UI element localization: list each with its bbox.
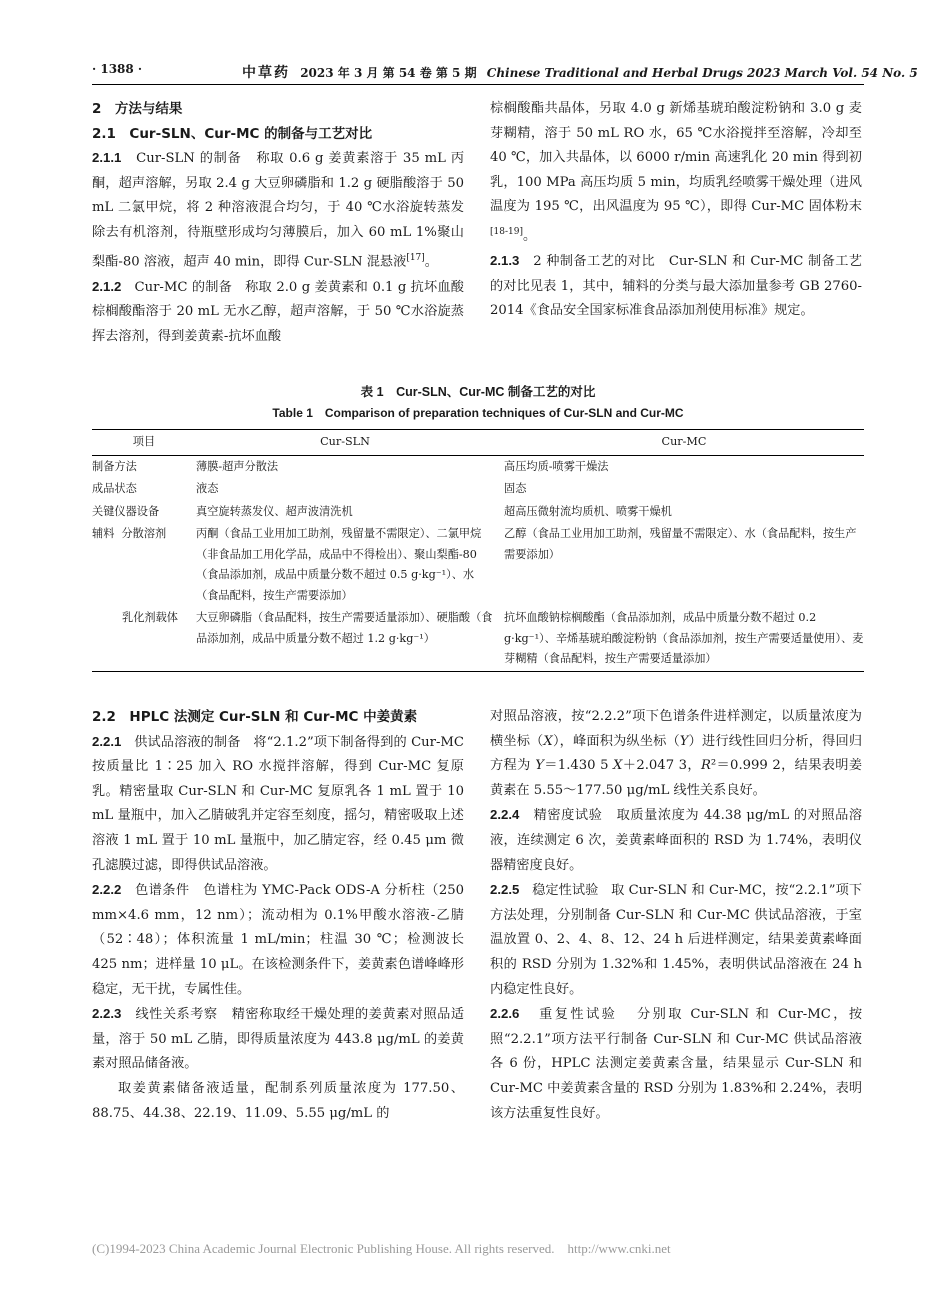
paragraph-2-1-2: 2.1.2 Cur-MC 的制备 称取 2.0 g 姜黄素和 0.1 g 抗坏血酸棕榈酸酯溶于 20 mL 无水乙醇，超声溶解，于 50 ℃水浴旋蒸挥去溶剂，得到姜黄素-抗坏血酸: [92, 278, 464, 344]
paragraph-2-2-2: 2.2.2 色谱条件 色谱柱为 YMC-Pack ODS-A 分析柱（250 mm×4.6 mm，12 nm）；流动相为 0.1%甲酸水溶液-乙腈（52∶48）；体积流量 1 mL/min；柱温 30 ℃；检测波长 425 nm；进样量 10 μL。在该检测条件下，姜黄素色谱峰峰形稳定，无干扰，专属性佳。: [92, 882, 465, 997]
paragraph-2-2-5: 2.2.5 稳定性试验 取 Cur-SLN 和 Cur-MC，按“2.2.1”项下方法处理，分别制备 Cur-SLN 和 Cur-MC 供试品溶液，于室温放置 0、2、4、8、12、24 h 后进样测定，结果姜黄素峰面积的 RSD 分别为 1.32%和 1.45%，表明供试品溶液在 24 h 内稳定性良好。: [490, 882, 863, 997]
table-row: [92, 523, 864, 607]
section-heading-2: 2 方法与结果: [92, 101, 183, 117]
cnki-url[interactable]: http://www.cnki.net: [567, 1241, 671, 1256]
header-rule: [92, 84, 864, 85]
table-cell: 制备方法: [92, 459, 137, 473]
citation: [18-19]: [490, 226, 523, 237]
right-column-top: [490, 97, 862, 324]
running-header: [92, 60, 918, 82]
table-caption-cn: 表 1 Cur-SLN、Cur-MC 制备工艺的对比: [360, 385, 596, 399]
left-column-top: [92, 97, 464, 349]
table-header: 项目: [92, 430, 196, 456]
table-cell: 辅料 分散溶剂: [92, 527, 167, 540]
paragraph-2-2-6: 2.2.6 重复性试验 分别取 Cur-SLN 和 Cur-MC，按照“2.2.1”项方法平行制备 Cur-SLN 和 Cur-MC 供试品溶液各 6 份，HPLC 法测定姜黄素含量，结果显示 Cur-SLN 和 Cur-MC 中姜黄素含量的 RSD 分别为 1.83%和 2.24%，表明该方法重复性良好。: [490, 1006, 863, 1121]
issue-date-cn: 2023 年 3 月 第 54 卷 第 5 期: [300, 66, 477, 80]
table-row: [92, 455, 864, 478]
paragraph-2-2-3: 2.2.3 线性关系考察 精密称取经干燥处理的姜黄素对照品适量，溶于 50 mL 乙腈，即得质量浓度为 443.8 μg/mL 的姜黄素对照品储备液。: [92, 1006, 465, 1072]
section-heading-2-2: 2.2 HPLC 法测定 Cur-SLN 和 Cur-MC 中姜黄素: [92, 709, 418, 725]
paragraph-2-2-1: 2.2.1 供试品溶液的制备 将“2.1.2”项下制备得到的 Cur-MC 按质量比 1∶25 加入 RO 水搅拌溶解，得到 Cur-MC 复原乳。精密量取 Cur-SLN 和 Cur-MC 复原乳各 1 mL 置于 10 mL 量瓶中，加入乙腈破乳并定容至刻度，摇匀，精密吸取上述溶液 1 mL 置于 10 mL 量瓶中，加乙腈定容，经 0.45 μm 微孔滤膜过滤，即得供试品溶液。: [92, 733, 465, 873]
paragraph-2-2-3-b: 取姜黄素储备液适量，配制系列质量浓度为 177.50、88.75、44.38、22.19、11.09、5.55 μg/mL 的: [92, 1080, 464, 1121]
paragraph-2-1-1: 2.1.1 Cur-SLN 的制备 称取 0.6 g 姜黄素溶于 35 mL 丙酮，超声溶解，另取 2.4 g 大豆卵磷脂和 1.2 g 硬脂酸溶于 50 mL 二氯甲烷，将 2 种溶液混合均匀，于 40 ℃水浴旋转蒸发除去有机溶剂，待瓶壁形成均匀薄膜后，加入 60 mL 1%聚山梨酯-80 溶液，超声 40 min，即得 Cur-SLN 混悬液[17]。: [92, 150, 465, 269]
table-header-row: [92, 430, 864, 456]
paragraph-2-1-2-cont: 棕榈酸酯共晶体，另取 4.0 g 新烯基琥珀酸淀粉钠和 3.0 g 麦芽糊精，溶于 50 mL RO 水，65 ℃水浴搅拌至溶解，冷却至 40 ℃，加入共晶体，以 6000 r/min 高速乳化 20 min 得到初乳，100 MPa 高压均质 5 min，均质乳经喷雾干燥处理（进风温度为 195 ℃，出风温度为 95 ℃），即得 Cur-MC 固体粉末[18-19]。: [490, 101, 862, 244]
journal-name-en: Chinese Traditional and Herbal Drugs 2023 March Vol. 54 No. 5: [486, 66, 918, 80]
table-row: [92, 501, 864, 524]
right-column-bottom: [490, 705, 862, 1126]
table-caption-en: Table 1 Comparison of preparation techniques of Cur-SLN and Cur-MC: [272, 406, 684, 420]
table-cell: 关键仪器设备: [92, 504, 160, 518]
table-cell: 乙醇（食品工业用加工助剂，残留量不需限定）、水（食品配料，按生产需要添加）: [504, 527, 857, 561]
table-row: [92, 478, 864, 501]
left-column-bottom: [92, 705, 464, 1126]
table-cell: 高压均质-喷雾干燥法: [504, 459, 609, 473]
table-cell: 薄膜-超声分散法: [196, 459, 279, 473]
journal-info: [242, 62, 918, 82]
citation: [17]: [406, 252, 425, 263]
table-cell: 抗坏血酸钠棕榈酸酯（食品添加剂，成品中质量分数不超过 0.2 g·kg⁻¹）、辛烯基琥珀酸淀粉钠（食品添加剂，按生产需要适量使用）、麦芽糊精（食品配料，按生产需要适量添加）: [502, 607, 864, 671]
comparison-table: [92, 429, 864, 672]
table-cell: 丙酮（食品工业用加工助剂，残留量不需限定）、二氯甲烷（非食品加工用化学品，成品中不得检出）、聚山梨酯-80（食品添加剂，成品中质量分数不超过 0.5 g·kg⁻¹）、水（食品配料，按生产需要添加）: [196, 527, 482, 602]
table-cell: 超高压微射流均质机、喷雾干燥机: [504, 504, 672, 518]
table-cell: 液态: [196, 482, 219, 495]
table-cell: 大豆卵磷脂（食品配料，按生产需要适量添加）、硬脂酸（食品添加剂，成品中质量分数不超过 1.2 g·kg⁻¹）: [196, 607, 502, 671]
paragraph-2-1-3: 2.1.3 2 种制备工艺的对比 Cur-SLN 和 Cur-MC 制备工艺的对比见表 1，其中，辅料的分类与最大添加量参考 GB 2760-2014《食品安全国家标准食品添加剂使用标准》规定。: [490, 252, 862, 319]
section-heading-2-1: 2.1 Cur-SLN、Cur-MC 的制备与工艺对比: [92, 125, 373, 142]
table-row: [92, 607, 864, 671]
table-header: Cur-SLN: [196, 430, 502, 456]
journal-name-cn: 中草药: [242, 65, 290, 81]
paragraph-2-2-4: 2.2.4 精密度试验 取质量浓度为 44.38 μg/mL 的对照品溶液，连续测定 6 次，姜黄素峰面积的 RSD 为 1.74%，表明仪器精密度良好。: [490, 807, 863, 873]
table-header: Cur-MC: [502, 430, 864, 456]
table-cell: 真空旋转蒸发仪、超声波清洗机: [196, 504, 353, 518]
copyright-text: (C)1994-2023 China Academic Journal Electronic Publishing House. All rights reserved.: [92, 1241, 555, 1256]
paragraph-2-2-3-cont: 对照品溶液，按“2.2.2”项下色谱条件进样测定，以质量浓度为横坐标（X），峰面积为纵坐标（Y）进行线性回归分析，得回归方程为 Y＝1.430 5 X＋2.047 3，R²＝0.999 2，结果表明姜黄素在 5.55～177.50 μg/mL 线性关系良好。: [490, 709, 863, 798]
table-cell: 成品状态: [92, 482, 137, 495]
table-cell: 乳化剂载体: [92, 607, 196, 671]
page-number: · 1388 ·: [92, 62, 143, 76]
copyright-footer: [92, 1241, 671, 1257]
table-cell: 固态: [504, 482, 527, 495]
